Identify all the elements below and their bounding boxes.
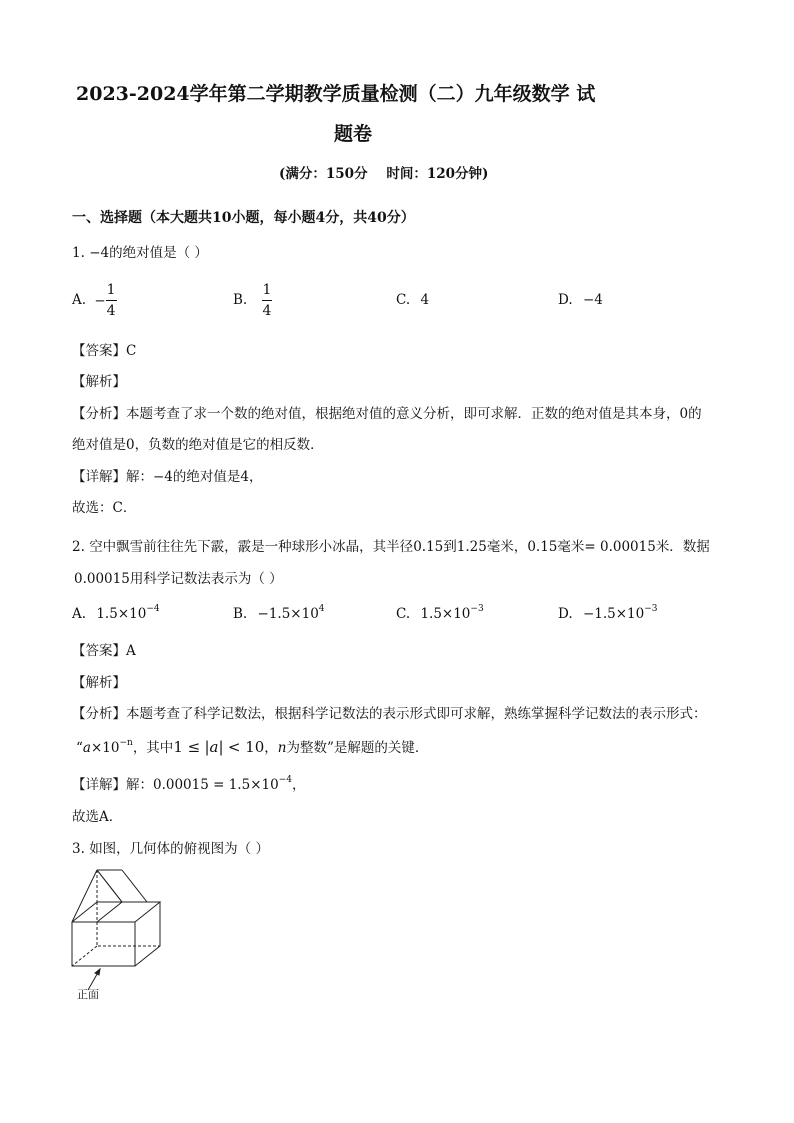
question-number: 1. xyxy=(72,245,85,261)
prism-left-edge xyxy=(72,870,97,922)
q2-answer: 【答案】A xyxy=(72,643,136,659)
section-heading: 一、选择题（本大题共10小题，每小题4分，共40分） xyxy=(72,210,415,226)
question-2-stem-line1: 2. 空中飘雪前往往先下霰，霰是一种球形小冰晶，其半径0.15到1.25毫米，0.15毫米= 0.00015米．数据 xyxy=(72,539,710,555)
q2-option-b: B. $-1.5\times 10^4$ xyxy=(233,604,325,622)
q1-fenxi-line1: 【分析】本题考查了求一个数的绝对值，根据绝对值的意义分析，即可求解．正数的绝对值是其本身，0的 xyxy=(72,406,702,422)
fraction: $\frac{1}{4}$ xyxy=(106,282,116,319)
q2-option-a: A. $1.5\times 10^{-4}$ xyxy=(72,604,160,622)
prism-back-edge xyxy=(122,870,147,902)
fraction: $\frac{1}{4}$ xyxy=(262,282,272,319)
q1-analysis-tag: 【解析】 xyxy=(72,374,126,390)
q2-detail: 【详解】解：$0.00015 = 1.5\times 10^{-4}$， xyxy=(72,775,306,793)
q1-option-c xyxy=(396,292,429,308)
page-title-line2: 题卷 xyxy=(334,123,373,145)
figure-label-front: 正面 xyxy=(77,988,99,1001)
option-label: B. xyxy=(233,292,248,308)
q2-option-d: D. $-1.5\times 10^{-3}$ xyxy=(558,604,658,622)
option-sign: − xyxy=(94,292,106,309)
q1-answer: 【答案】C xyxy=(72,343,137,359)
hidden-edges xyxy=(97,902,160,946)
q1-option-a xyxy=(72,283,117,318)
option-label: D. xyxy=(558,292,573,308)
q2-analysis-tag: 【解析】 xyxy=(72,675,126,691)
q1-option-b xyxy=(233,283,272,318)
q1-detail: 【详解】解：−4的绝对值是4， xyxy=(72,469,263,485)
option-label: C. xyxy=(396,292,411,308)
question-3-stem: 3. 如图，几何体的俯视图为（ ） xyxy=(72,841,269,857)
stem-math: −4 xyxy=(89,245,110,261)
q2-fenxi-line1: 【分析】本题考查了科学记数法，根据科学记数法的表示形式即可求解，熟练掌握科学记数法的表示形式： xyxy=(72,706,707,722)
option-value: −4 xyxy=(582,292,603,308)
arrow-head xyxy=(95,969,100,975)
q2-choose: 故选A． xyxy=(72,809,123,825)
q1-fenxi-line2: 绝对值是0，负数的绝对值是它的相反数． xyxy=(72,437,324,453)
exam-subtitle: (满分：150分 时间：120分钟) xyxy=(279,166,489,182)
q1-option-d xyxy=(558,292,603,308)
page-title-line1: 2023-2024学年第二学期教学质量检测（二）九年级数学 试 xyxy=(76,83,596,105)
question-number: 3. xyxy=(72,841,85,857)
geometry-figure xyxy=(66,865,176,1005)
box-top-face xyxy=(72,902,160,922)
option-label: A. xyxy=(72,292,87,308)
q1-choose: 故选：C． xyxy=(72,500,137,516)
option-value: 4 xyxy=(420,292,430,308)
question-2-stem-line2: 0.00015用科学记数法表示为（ ） xyxy=(74,571,283,587)
q2-fenxi-line2: “$a\times 10^{-n}$，其中1 ≤ |a| < 10，n为整数”是解题的关键． xyxy=(76,738,429,756)
box-front-face xyxy=(72,922,135,966)
question-number: 2. xyxy=(72,539,85,555)
q2-option-c: C. $1.5\times 10^{-3}$ xyxy=(396,604,484,622)
prism-front-triangle xyxy=(97,870,122,922)
stem-text: 的绝对值是（ ） xyxy=(109,245,208,261)
question-1-stem xyxy=(72,241,208,261)
